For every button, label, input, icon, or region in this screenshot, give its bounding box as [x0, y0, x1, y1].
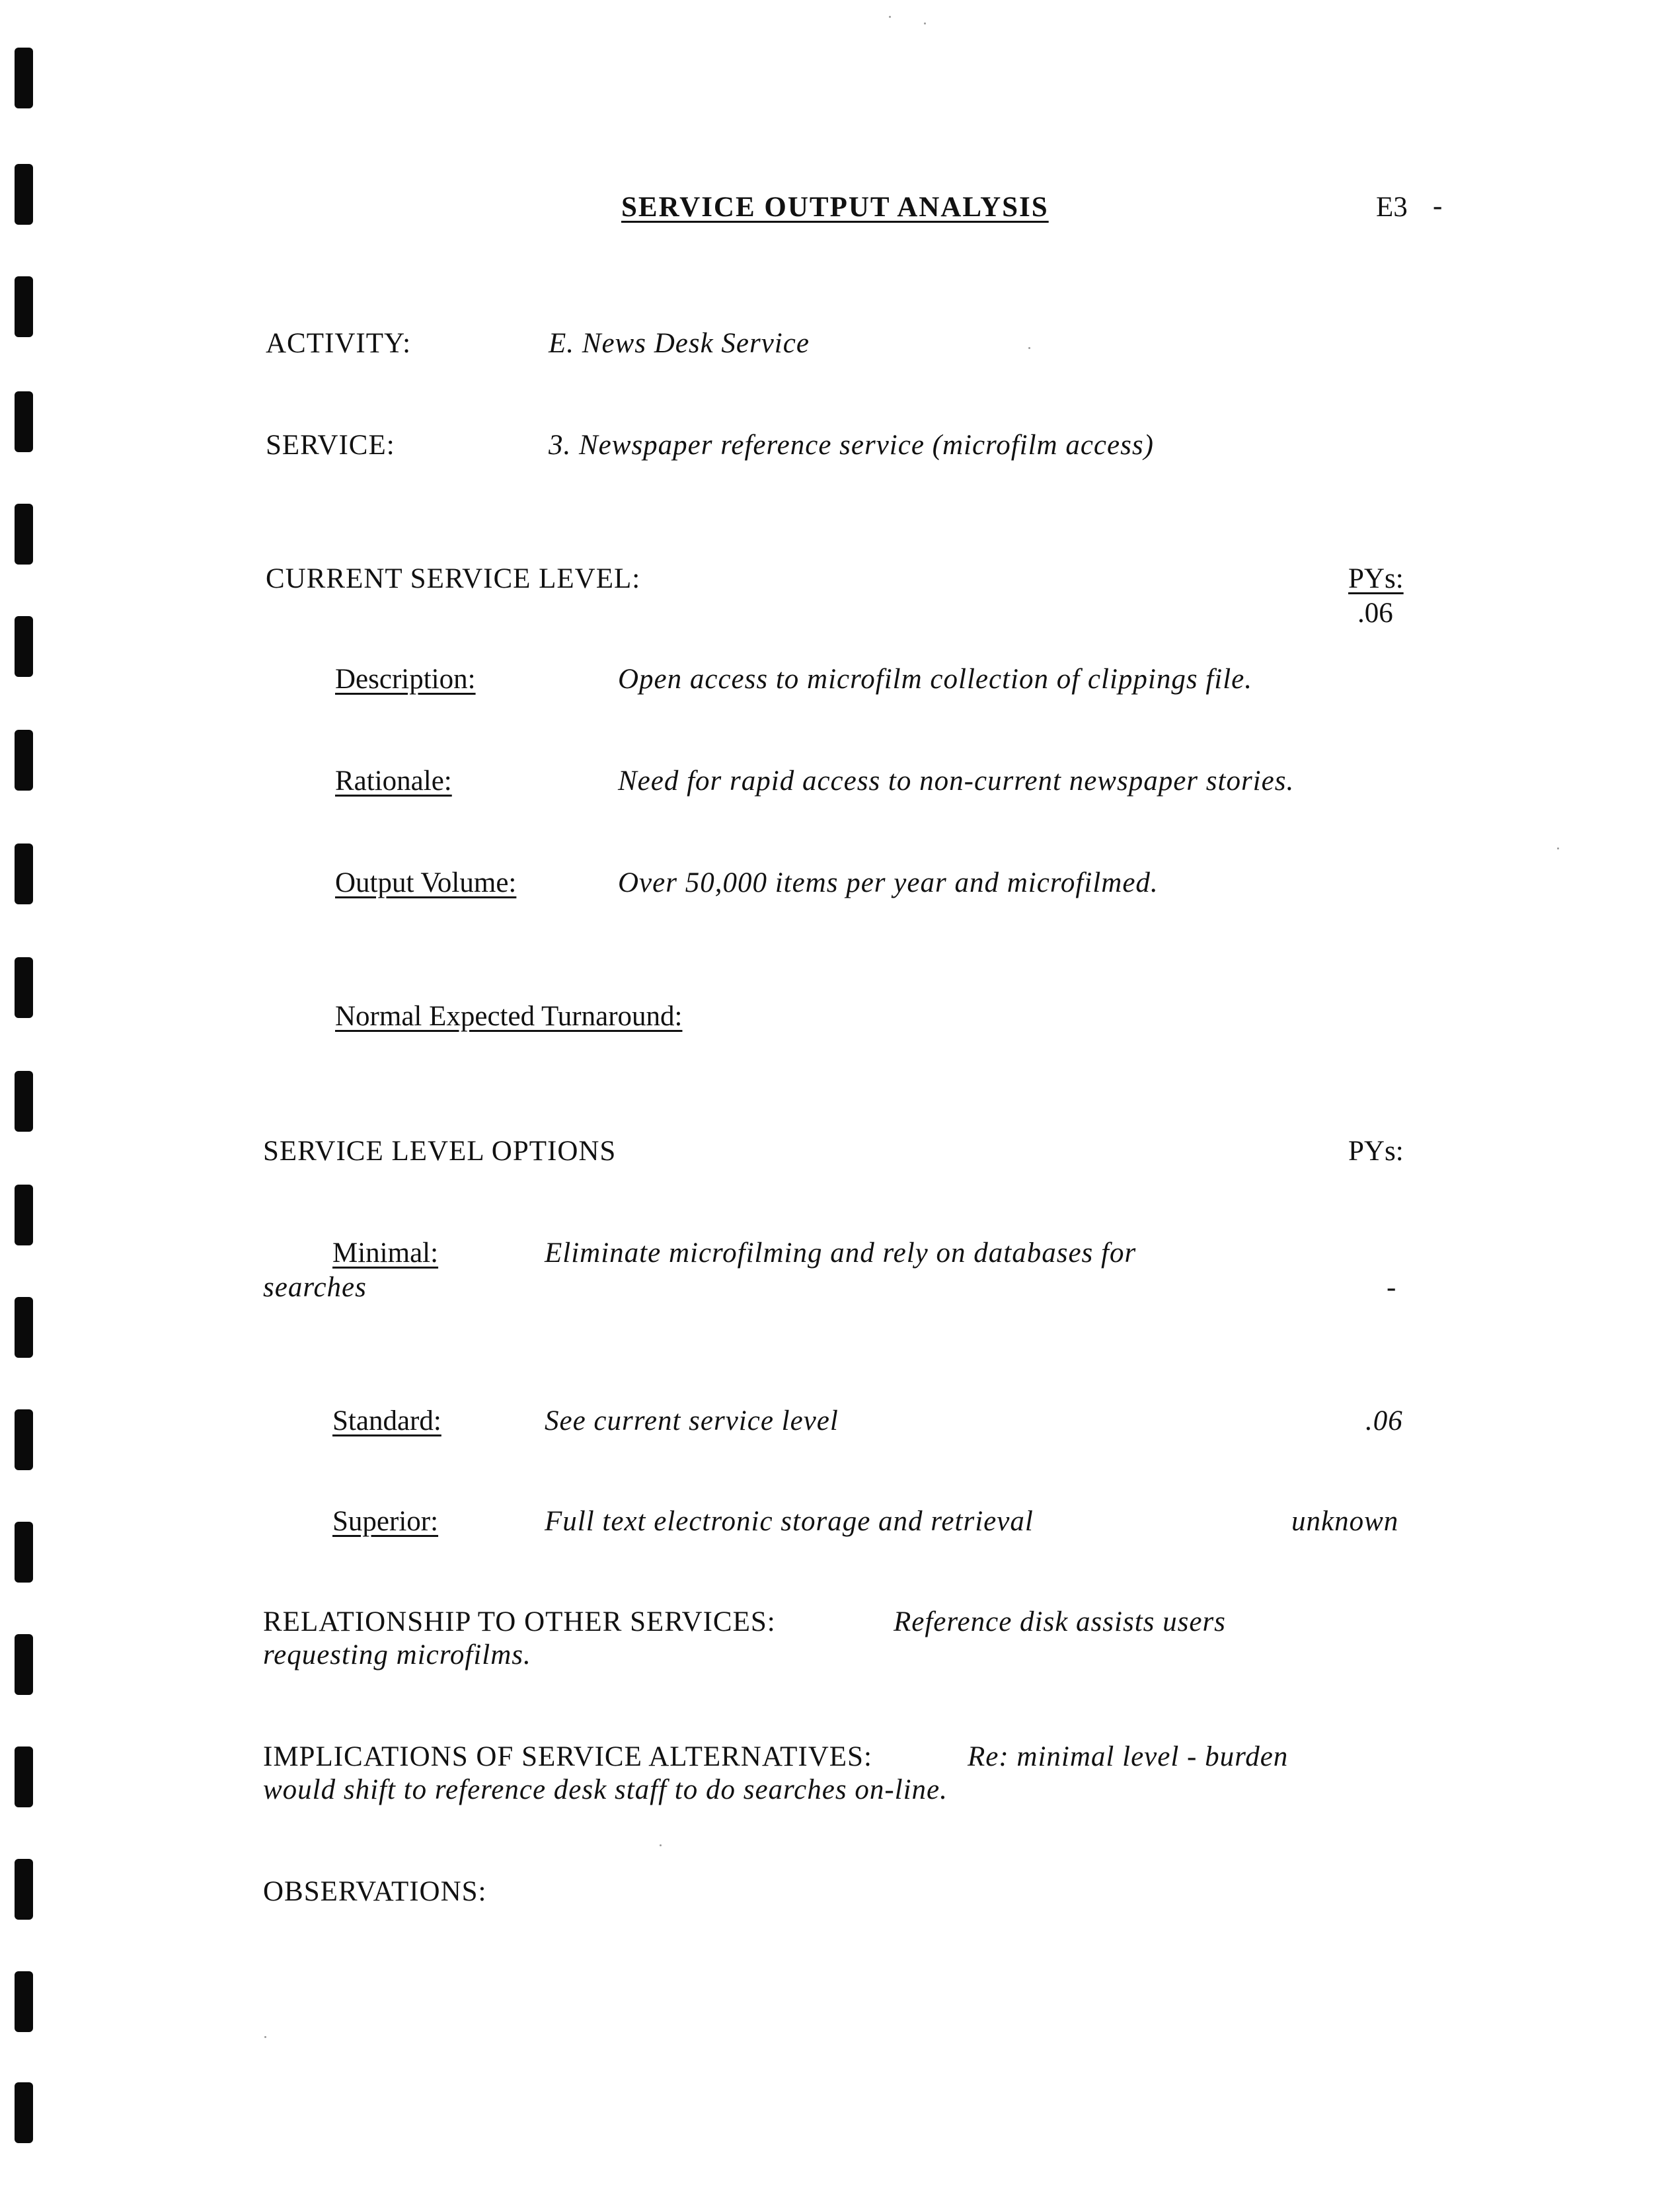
service-value: 3. Newspaper reference service (microfilm access)	[549, 430, 1154, 461]
relationship-value-line1: Reference disk assists users	[894, 1606, 1226, 1637]
minimal-value-line1: Eliminate microfilming and rely on databases for	[545, 1237, 1137, 1269]
current-service-level-label: CURRENT SERVICE LEVEL:	[266, 563, 641, 594]
binder-hole	[15, 1409, 33, 1470]
binder-hole	[15, 1971, 33, 2032]
rationale-value: Need for rapid access to non-current newspaper stories.	[618, 765, 1295, 797]
binder-hole	[15, 164, 33, 225]
implications-label: IMPLICATIONS OF SERVICE ALTERNATIVES:	[263, 1741, 872, 1772]
current-pys-value: .06	[1357, 598, 1393, 629]
scan-speck	[924, 22, 926, 24]
binder-hole	[15, 1747, 33, 1807]
scan-speck	[889, 16, 891, 18]
superior-label: Superior:	[332, 1506, 439, 1537]
current-pys-label: PYs:	[1348, 563, 1404, 594]
rationale-label: Rationale:	[335, 765, 452, 797]
binder-hole	[15, 844, 33, 904]
scan-speck	[1557, 847, 1559, 849]
binder-hole	[15, 730, 33, 791]
superior-pys: unknown	[1291, 1506, 1399, 1537]
output-volume-label: Output Volume:	[335, 867, 517, 898]
observations-label: OBSERVATIONS:	[263, 1876, 487, 1907]
binder-hole	[15, 391, 33, 452]
page-title: SERVICE OUTPUT ANALYSIS	[621, 192, 1049, 223]
superior-value: Full text electronic storage and retrieval	[545, 1506, 1034, 1537]
minimal-label: Minimal:	[332, 1237, 439, 1269]
page-code-dash: -	[1433, 190, 1443, 221]
binder-hole	[15, 1185, 33, 1245]
minimal-pys: -	[1387, 1272, 1396, 1303]
binder-hole	[15, 48, 33, 108]
binder-holes	[0, 0, 46, 2198]
page-code: E3	[1376, 192, 1408, 223]
options-pys-label: PYs:	[1348, 1136, 1404, 1167]
standard-value: See current service level	[545, 1405, 839, 1436]
binder-hole	[15, 957, 33, 1018]
service-label: SERVICE:	[266, 430, 395, 461]
output-volume-value: Over 50,000 items per year and microfilmed.	[618, 867, 1159, 898]
minimal-value-line2: searches	[263, 1272, 367, 1303]
binder-hole	[15, 1859, 33, 1920]
implications-value-line1: Re: minimal level - burden	[968, 1741, 1289, 1772]
scan-speck	[660, 1844, 662, 1846]
relationship-label: RELATIONSHIP TO OTHER SERVICES:	[263, 1606, 776, 1637]
standard-pys: .06	[1365, 1405, 1403, 1436]
scan-speck	[1028, 347, 1030, 349]
binder-hole	[15, 1071, 33, 1132]
standard-label: Standard:	[332, 1405, 441, 1436]
scan-speck	[264, 2036, 266, 2038]
binder-hole	[15, 1522, 33, 1583]
binder-hole	[15, 1297, 33, 1358]
binder-hole	[15, 276, 33, 337]
relationship-value-line2: requesting microfilms.	[263, 1639, 531, 1670]
service-level-options-label: SERVICE LEVEL OPTIONS	[263, 1136, 617, 1167]
description-label: Description:	[335, 664, 476, 695]
activity-value: E. News Desk Service	[549, 328, 810, 359]
binder-hole	[15, 1634, 33, 1695]
activity-label: ACTIVITY:	[266, 328, 412, 359]
binder-hole	[15, 2082, 33, 2143]
binder-hole	[15, 616, 33, 677]
turnaround-label: Normal Expected Turnaround:	[335, 1001, 683, 1032]
binder-hole	[15, 504, 33, 565]
description-value: Open access to microfilm collection of clippings file.	[618, 664, 1253, 695]
implications-value-line2: would shift to reference desk staff to do searches on-line.	[263, 1774, 948, 1805]
